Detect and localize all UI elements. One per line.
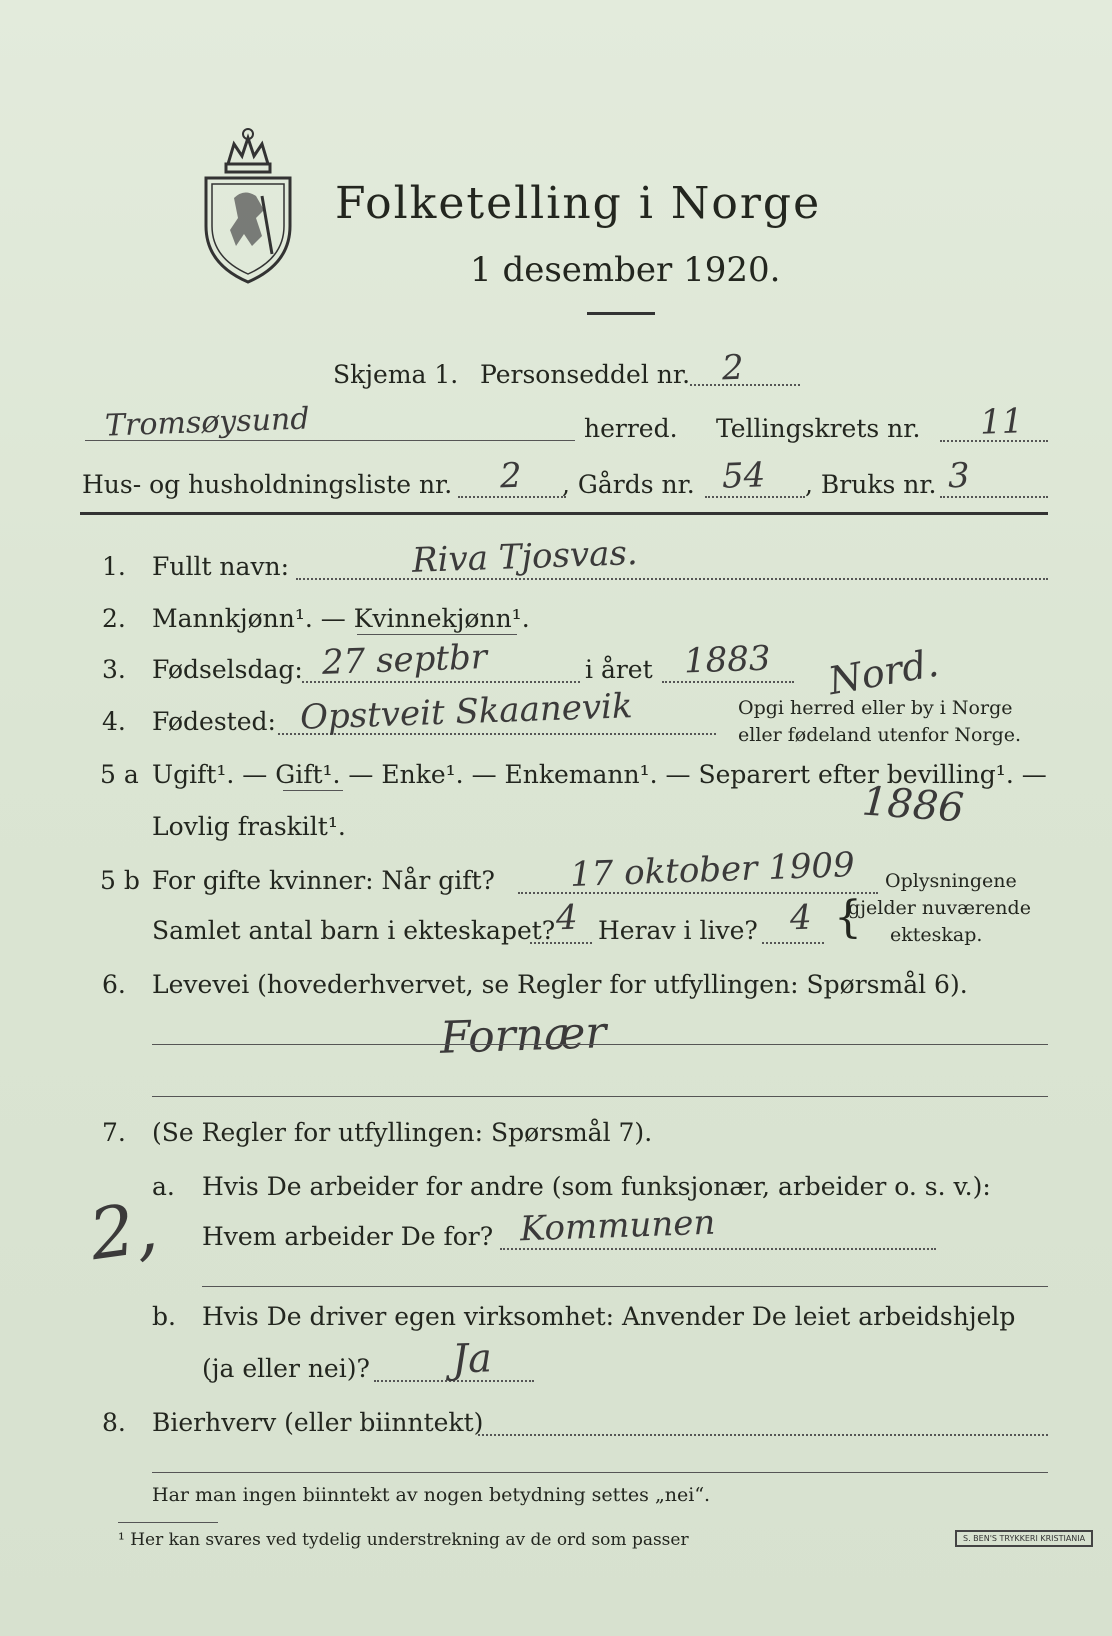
- q3-number: 3.: [102, 655, 126, 684]
- alive-line: [762, 942, 824, 944]
- norway-coat-of-arms-icon: [198, 126, 298, 286]
- bruks-line: [940, 496, 1048, 498]
- q7-number: 7.: [102, 1118, 126, 1147]
- marriage-note-2: gjelder nuværende: [848, 897, 1031, 919]
- q7a-letter: a.: [152, 1172, 175, 1201]
- marital-options: Ugift¹. — Gift¹. — Enke¹. — Enkemann¹. — Separert efter bevilling¹. —: [152, 760, 1047, 789]
- employer-value[interactable]: Kommunen: [519, 1202, 716, 1250]
- q6-number: 6.: [102, 970, 126, 999]
- children-label: Samlet antal barn i ekteskapet?: [152, 916, 556, 945]
- husliste-line: [458, 496, 566, 498]
- gender-options: Mannkjønn¹. — Kvinnekjønn¹.: [152, 604, 530, 633]
- q7a-label: Hvis De arbeider for andre (som funksjonær, arbeider o. s. v.):: [202, 1172, 991, 1201]
- personseddel-line: [690, 384, 800, 386]
- margin-year-value: 1886: [860, 778, 966, 832]
- birth-year-value[interactable]: 1883: [683, 638, 772, 682]
- q8-number: 8.: [102, 1408, 126, 1437]
- gards-line: [705, 496, 805, 498]
- q7-label: (Se Regler for utfyllingen: Spørsmål 7).: [152, 1118, 653, 1147]
- bruks-label: , Bruks nr.: [805, 470, 937, 499]
- birthplace-value[interactable]: Opstveit Skaanevik: [299, 686, 634, 738]
- occupation-label: Levevei (hovederhvervet, se Regler for utfyllingen: Spørsmål 6).: [152, 970, 968, 999]
- footnote: ¹ Her kan svares ved tydelig understrekning av de ord som passer: [118, 1530, 689, 1550]
- occupation-value[interactable]: Fornær: [439, 1007, 608, 1064]
- gender-underline: [357, 634, 517, 635]
- marriage-note-1: Oplysningene: [885, 870, 1017, 892]
- page-title: Folketelling i Norge: [335, 178, 822, 229]
- gards-label: , Gårds nr.: [562, 470, 695, 499]
- side-income-note: Har man ingen biinntekt av nogen betydning settes „nei“.: [152, 1484, 711, 1506]
- year-line: [662, 681, 794, 683]
- bruks-value[interactable]: 3: [947, 455, 971, 497]
- children-value[interactable]: 4: [555, 897, 579, 939]
- marriage-date-value[interactable]: 17 oktober 1909: [569, 845, 856, 895]
- employer-line: [500, 1248, 936, 1250]
- herred-label: herred.: [584, 414, 678, 443]
- q1-line: [296, 578, 1048, 580]
- employer-label: Hvem arbeider De for?: [202, 1222, 494, 1251]
- personseddel-value[interactable]: 2: [721, 347, 745, 389]
- occupation-line-2: [152, 1096, 1048, 1097]
- q1-label: Fullt navn:: [152, 552, 290, 581]
- herred-line: [85, 440, 575, 441]
- children-line: [530, 942, 592, 944]
- hired-help-value[interactable]: Ja: [451, 1335, 493, 1383]
- q2-number: 2.: [102, 604, 126, 633]
- side-income-label: Bierhverv (eller biinntekt): [152, 1408, 484, 1437]
- q7b-label: Hvis De driver egen virksomhet: Anvender De leiet arbeidshjelp: [202, 1302, 1016, 1331]
- tellingskrets-label: Tellingskrets nr.: [716, 414, 921, 443]
- husliste-value[interactable]: 2: [499, 455, 523, 497]
- side-income-line: [478, 1434, 1048, 1436]
- marriage-note-3: ekteskap.: [890, 924, 983, 946]
- q5b-number: 5 b: [100, 866, 140, 895]
- occupation-line-1: [152, 1044, 1048, 1045]
- header-rule: [80, 512, 1048, 515]
- marital-options-2: Lovlig fraskilt¹.: [152, 812, 346, 841]
- hired-help-label: (ja eller nei)?: [202, 1354, 370, 1383]
- gards-value[interactable]: 54: [721, 455, 766, 497]
- q7-margin-mark: 2,: [84, 1185, 163, 1277]
- q5b-label: For gifte kvinner: Når gift?: [152, 866, 495, 895]
- q1-number: 1.: [102, 552, 126, 581]
- side-income-line-2: [152, 1472, 1048, 1473]
- q3-label: Fødselsdag:: [152, 655, 303, 684]
- skjema-label: Skjema 1.: [333, 360, 459, 389]
- husliste-label: Hus- og husholdningsliste nr.: [82, 470, 453, 499]
- printer-stamp: S. BEN'S TRYKKERI KRISTIANIA: [955, 1530, 1093, 1547]
- q7a-extra-line: [202, 1286, 1048, 1287]
- margin-note-nord: Nord.: [825, 640, 942, 704]
- title-divider: [587, 312, 655, 315]
- year-label: i året: [585, 655, 653, 684]
- q7b-letter: b.: [152, 1302, 176, 1331]
- birthplace-note-1: Opgi herred eller by i Norge: [738, 697, 1013, 719]
- marriage-note-brace-icon: {: [834, 892, 862, 943]
- full-name-value[interactable]: Riva Tjosvas.: [411, 533, 639, 581]
- birthday-value[interactable]: 27 septbr: [321, 637, 488, 683]
- q4-number: 4.: [102, 707, 126, 736]
- herred-value[interactable]: Tromsøysund: [104, 401, 311, 444]
- birthplace-note-2: eller fødeland utenfor Norge.: [738, 724, 1022, 746]
- census-date: 1 desember 1920.: [470, 250, 781, 290]
- alive-label: Herav i live?: [598, 916, 758, 945]
- tellingskrets-value[interactable]: 11: [979, 401, 1024, 443]
- footnote-rule: [118, 1522, 218, 1523]
- personseddel-label: Personseddel nr.: [480, 360, 691, 389]
- q4-label: Fødested:: [152, 707, 276, 736]
- q5a-number: 5 a: [100, 760, 139, 789]
- alive-value[interactable]: 4: [789, 897, 813, 939]
- gift-underline: [283, 790, 343, 791]
